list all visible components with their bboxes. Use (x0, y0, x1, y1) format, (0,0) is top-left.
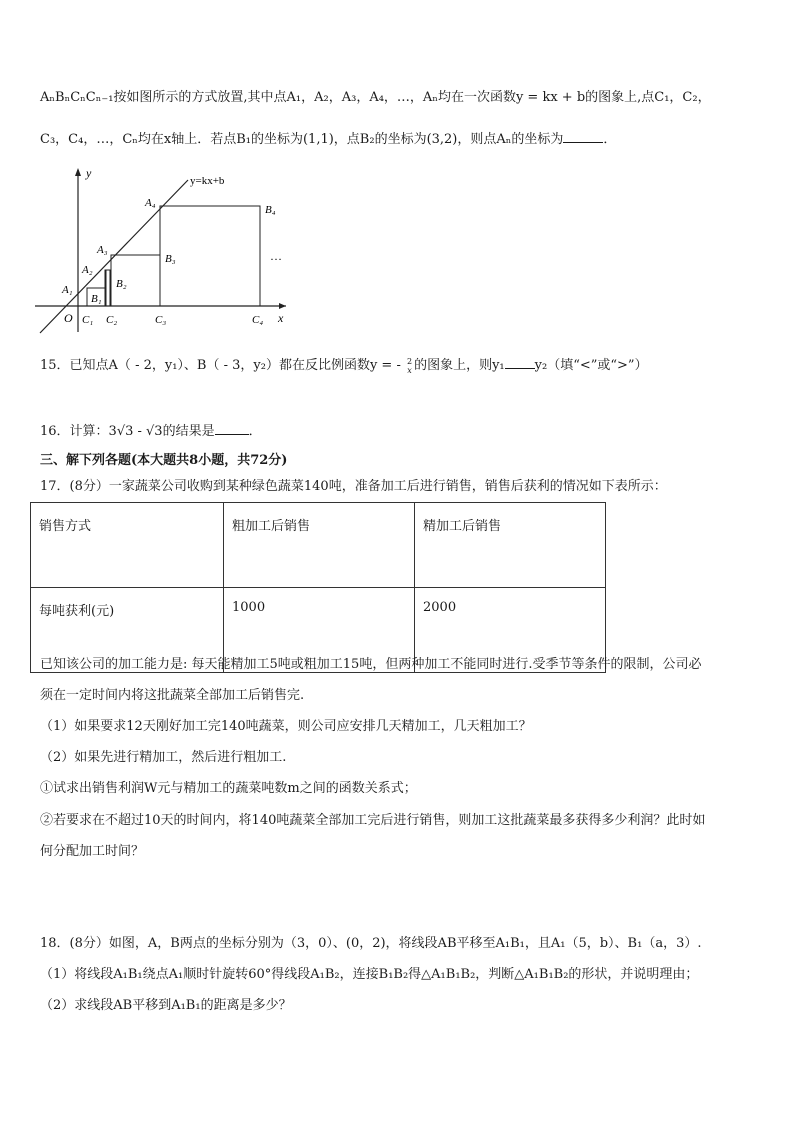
label-B3: B₃ (165, 253, 176, 265)
q17-para-1: 已知该公司的加工能力是: 每天能精加工5吨或粗加工15吨，但两种加工不能同时进行.受季节等条件的限制，公司必 (40, 657, 702, 672)
q16-part-1: 16．计算：3√3 - √3的结果是 (40, 424, 215, 439)
q14-figure (30, 160, 300, 335)
table-header-cell: 销售方式 (31, 503, 224, 588)
x-axis-label: x (278, 311, 284, 325)
label-C1: C₁ (82, 314, 94, 326)
square-2 (106, 270, 110, 306)
line-label: y=kx+b (190, 175, 225, 187)
answer-blank-14[interactable] (563, 128, 603, 143)
q15 (40, 354, 764, 394)
table-header-cell: 粗加工后销售 (224, 503, 415, 588)
q15-part-3: y₂（填“<”或“>”） (534, 358, 648, 373)
label-C3: C₃ (155, 314, 167, 326)
q17-sub-1: （1）如果要求12天刚好加工完140吨蔬菜，则公司应安排几天精加工，几天粗加工？ (40, 719, 532, 734)
table-cell: 1000 (224, 588, 415, 673)
q17-circ-2a: ②若要求在不超过10天的时间内，将140吨蔬菜全部加工完后进行销售，则加工这批蔬菜最多获得多少利润？此时如 (40, 813, 706, 828)
q17-circ-1: ①试求出销售利润W元与精加工的蔬菜吨数m之间的函数关系式； (40, 781, 417, 796)
label-B2: B₂ (116, 278, 127, 290)
q15-part-2: 的图象上，则y₁ (414, 358, 505, 373)
q18-sub-1: （1）将线段A₁B₁绕点A₁顺时针旋转60°得线段A₁B₂，连接B₁B₂得△A₁B₁B₂，判断△A₁B₁B₂的形状，并说明理由； (40, 967, 699, 982)
q17-intro: 17．(8分）一家蔬菜公司收购到某种绿色蔬菜140吨，准备加工后进行销售，销售后获利的情况如下表所示： (40, 479, 667, 494)
label-C4: C₄ (252, 314, 264, 326)
label-B4: B₄ (265, 204, 276, 216)
y-axis-label: y (86, 166, 92, 180)
ellipsis: … (270, 249, 282, 263)
q14-line-2 (40, 128, 764, 150)
table-row (31, 503, 606, 588)
q18-intro: 18．(8分）如图，A，B两点的坐标分别为（3，0）、(0，2)，将线段AB平移至A₁B₁，且A₁（5，b）、B₁（a，3）. (40, 936, 702, 951)
y-axis-arrow (75, 168, 81, 176)
label-A2: A₂ (82, 264, 93, 276)
origin-label: O (64, 311, 73, 325)
q15-part-1: 15．已知点A（ - 2，y₁）、B（ - 3，y₂）都在反比例函数y = - (40, 358, 405, 373)
sales-table (30, 502, 606, 673)
q17-circ-2b: 何分配加工时间？ (40, 844, 145, 859)
table-header-cell: 精加工后销售 (415, 503, 606, 588)
q18-sub-2: （2）求线段AB平移到A₁B₁的距离是多少？ (40, 998, 292, 1013)
q17-sub-2: （2）如果先进行精加工，然后进行粗加工. (40, 750, 287, 765)
answer-blank-15[interactable] (505, 354, 535, 369)
section-3-title: 三、解下列各题(本大题共8小题，共72分) (40, 453, 288, 468)
q16 (40, 420, 764, 442)
answer-blank-16[interactable] (215, 420, 249, 435)
q14-line-2-end: ． (603, 132, 617, 147)
q15-fraction (407, 357, 412, 375)
x-axis-arrow (279, 303, 286, 309)
q15-frac-den: x (407, 365, 412, 375)
label-A3: A₃ (97, 244, 108, 256)
q14-line-1: AₙBₙCₙCₙ₋₁按如图所示的方式放置,其中点A₁，A₂，A₃，A₄，…，Aₙ均在一次函数y = kx + b的图象上,点C₁，C₂， (40, 90, 711, 105)
q17-para-2: 须在一定时间内将这批蔬菜全部加工后销售完. (40, 688, 305, 703)
table-cell: 每吨获利(元) (31, 588, 224, 673)
q16-part-2: ． (248, 424, 262, 439)
label-B1: B₁ (91, 293, 102, 305)
label-A1: A₁ (62, 284, 73, 296)
label-C2: C₂ (106, 314, 118, 326)
q15-frac-num: 2 (406, 356, 413, 366)
q14-line-2-text: C₃，C₄，…，Cₙ均在x轴上．若点B₁的坐标为(1,1)，点B₂的坐标为(3,2)，则点Aₙ的坐标为 (40, 132, 564, 147)
table-cell: 2000 (415, 588, 606, 673)
label-A4: A₄ (145, 197, 156, 209)
